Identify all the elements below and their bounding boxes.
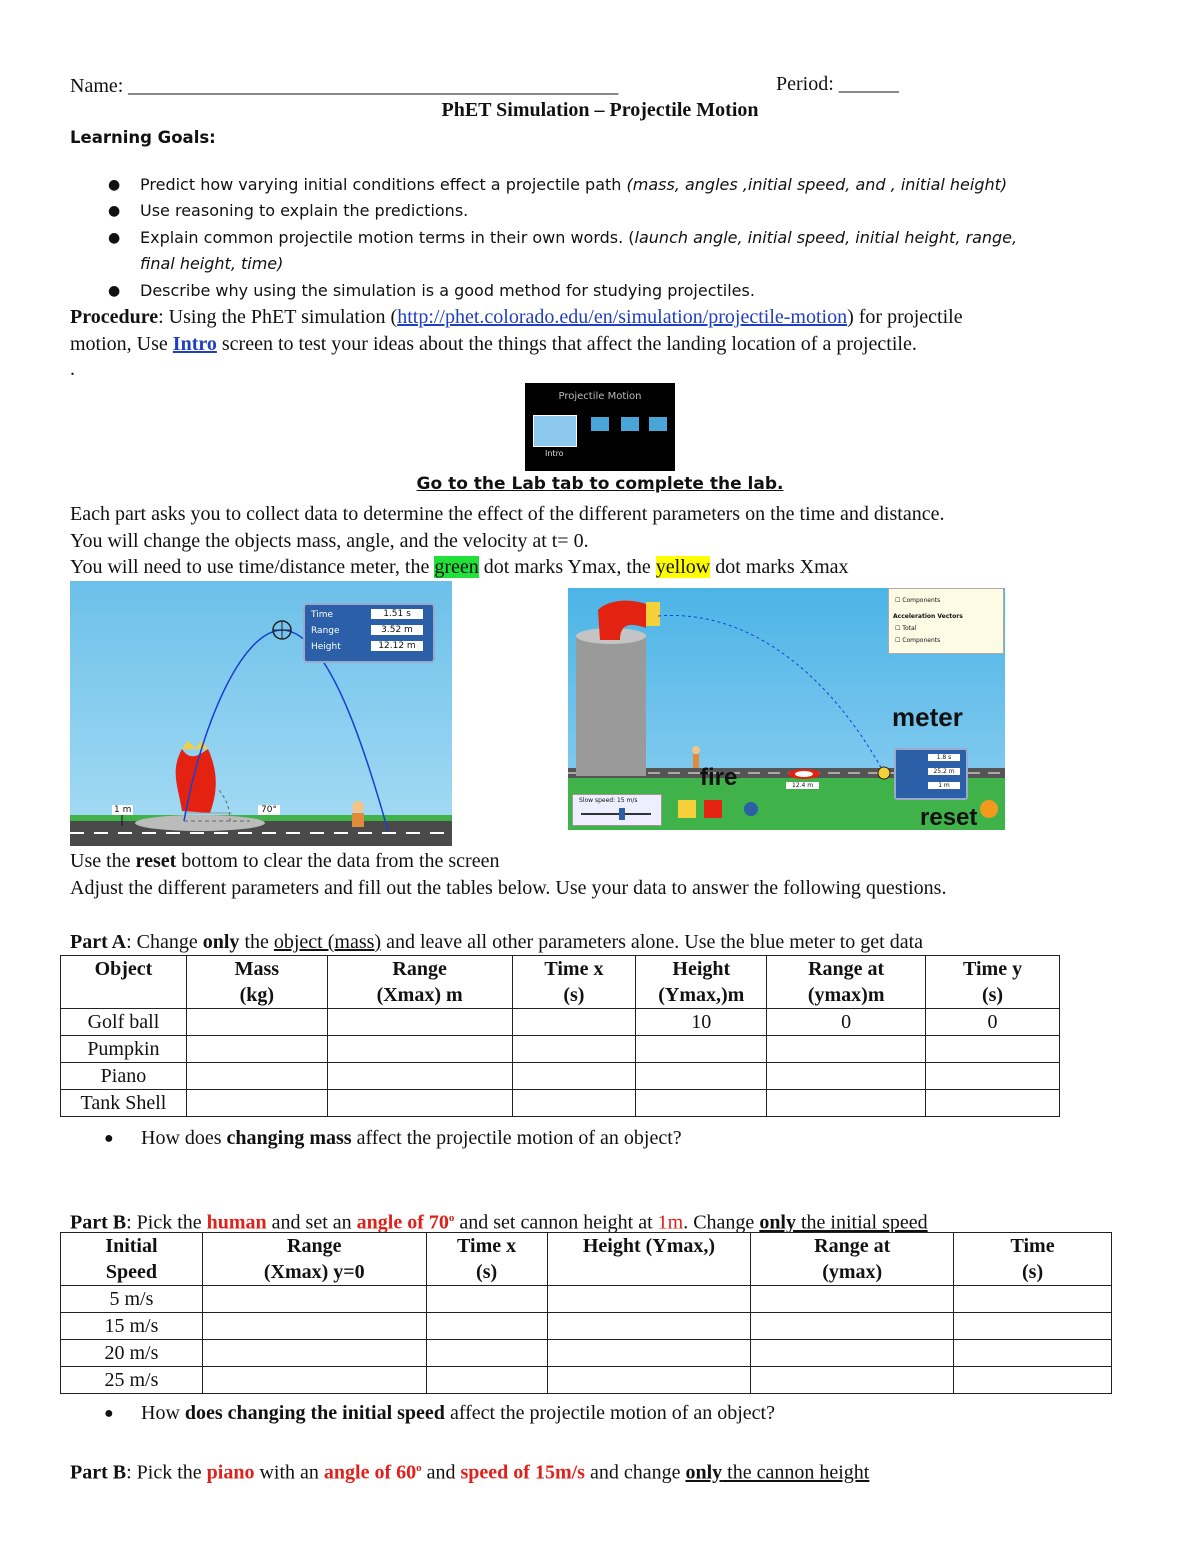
cell-input[interactable] xyxy=(954,1313,1112,1340)
meter-range-value: 3.52 m xyxy=(371,625,423,635)
cell-speed: 25 m/s xyxy=(61,1367,203,1394)
components-option[interactable]: ☐ Components xyxy=(895,637,941,644)
cell-input[interactable] xyxy=(426,1286,547,1313)
meter-time-value: 1.51 s xyxy=(371,609,423,619)
total-option[interactable]: ☐ Total xyxy=(895,625,917,632)
cell-input[interactable] xyxy=(186,1063,327,1090)
part-a-instruction: Part A: Change only the object (mass) and leave all other parameters alone. Use the blue meter to get data xyxy=(70,931,924,953)
cell-speed: 15 m/s xyxy=(61,1313,203,1340)
cell-input[interactable] xyxy=(926,1036,1060,1063)
phet-link[interactable]: http://phet.colorado.edu/en/simulation/projectile-motion xyxy=(397,306,848,328)
cell-input[interactable] xyxy=(426,1340,547,1367)
intro-screen-icon xyxy=(533,415,577,447)
cell-input[interactable] xyxy=(547,1340,751,1367)
procedure-line-2: motion, Use Intro screen to test your ideas about the things that affect the landing location of a projectile. xyxy=(70,333,917,355)
goal-item: ● Explain common projectile motion terms in their own words. (launch angle, initial speed, initial height, range, xyxy=(108,228,1018,247)
cell-input[interactable] xyxy=(202,1367,426,1394)
cell-input[interactable] xyxy=(954,1286,1112,1313)
components-option[interactable]: ☐ Components xyxy=(895,597,941,604)
go-to-lab: Go to the Lab tab to complete the lab. xyxy=(416,474,784,494)
meter-height-label: Height xyxy=(311,642,341,652)
meter-time-label: Time xyxy=(311,610,334,620)
cell-input[interactable]: 0 xyxy=(926,1009,1060,1036)
name-field[interactable]: Name: _________________________________________________ xyxy=(70,75,619,97)
angle-marker: 70° xyxy=(258,805,280,815)
col-mass: Mass (kg) xyxy=(186,956,327,1009)
screen-icon xyxy=(621,417,639,431)
lab-meter-height: 1 m xyxy=(928,782,960,789)
goal-item: ● Predict how varying initial conditions effect a projectile path (mass, angles ,initial speed, and , initial height) xyxy=(108,175,1008,194)
cell-input[interactable] xyxy=(767,1090,926,1117)
cell-input[interactable] xyxy=(636,1063,767,1090)
screen-icon xyxy=(591,417,609,431)
col-range-at-ymax: Range at (ymax)m xyxy=(767,956,926,1009)
cell-input[interactable] xyxy=(547,1367,751,1394)
cell-speed: 20 m/s xyxy=(61,1340,203,1367)
distance-label: 12.4 m xyxy=(786,782,819,789)
reset-icon[interactable] xyxy=(980,800,998,818)
cell-input[interactable] xyxy=(202,1313,426,1340)
lab-paragraph-2: You will change the objects mass, angle, and the velocity at t= 0. xyxy=(70,530,589,552)
lab-meter-time: 1.8 s xyxy=(928,754,960,761)
time-distance-meter[interactable] xyxy=(303,603,435,663)
cell-input[interactable] xyxy=(512,1063,636,1090)
cell-input[interactable] xyxy=(636,1090,767,1117)
cell-object: Piano xyxy=(61,1063,187,1090)
part-a-table xyxy=(60,955,1060,1117)
simulation-screenshot-intro xyxy=(70,581,452,846)
col-height: Height (Ymax,) xyxy=(547,1233,751,1286)
cell-input[interactable] xyxy=(512,1009,636,1036)
learning-goals-heading: Learning Goals: xyxy=(70,128,216,147)
vectors-panel[interactable] xyxy=(888,588,1004,654)
cell-input[interactable]: 0 xyxy=(767,1009,926,1036)
reset-instruction: Use the reset bottom to clear the data from the screen xyxy=(70,850,500,872)
col-time-x: Time x (s) xyxy=(426,1233,547,1286)
meter-height-value: 12.12 m xyxy=(371,641,423,651)
procedure-dot: . xyxy=(70,358,75,380)
intro-link[interactable]: Intro xyxy=(172,333,217,355)
lab-paragraph-1: Each part asks you to collect data to determine the effect of the different parameters on the time and distance. xyxy=(70,503,945,525)
cell-input[interactable] xyxy=(186,1090,327,1117)
cell-speed: 5 m/s xyxy=(61,1286,203,1313)
cell-input[interactable] xyxy=(767,1036,926,1063)
pause-icon[interactable] xyxy=(744,802,758,816)
cell-input[interactable] xyxy=(751,1286,954,1313)
cell-input[interactable] xyxy=(547,1313,751,1340)
speed-label: Slow speed: 15 m/s xyxy=(579,797,638,804)
col-height: Height (Ymax,)m xyxy=(636,956,767,1009)
part-b-table xyxy=(60,1232,1112,1394)
cell-input[interactable] xyxy=(636,1036,767,1063)
col-object: Object xyxy=(61,956,187,1009)
goal-item-continued: final height, time) xyxy=(140,254,284,273)
lab-time-distance-meter[interactable] xyxy=(894,748,968,800)
speed-slider-thumb[interactable] xyxy=(619,808,625,820)
page-title: PhET Simulation – Projectile Motion xyxy=(441,99,759,121)
cell-object: Pumpkin xyxy=(61,1036,187,1063)
col-time: Time (s) xyxy=(954,1233,1112,1286)
table-row xyxy=(61,1313,1112,1340)
reset-annotation: reset xyxy=(920,804,978,830)
procedure-line-1: Procedure: Using the PhET simulation (http://phet.colorado.edu/en/simulation/projectile-motion) for projectile xyxy=(70,306,963,328)
cell-input[interactable] xyxy=(512,1036,636,1063)
part-a-header-row xyxy=(61,956,1060,1009)
intro-tab-label: Intro xyxy=(545,449,564,458)
cell-input[interactable] xyxy=(327,1036,512,1063)
cell-input[interactable] xyxy=(954,1340,1112,1367)
simulation-screenshot-lab xyxy=(568,588,1005,830)
cell-input[interactable] xyxy=(512,1090,636,1117)
table-row xyxy=(61,1063,1060,1090)
thumbnail-title: Projectile Motion xyxy=(558,391,642,402)
cell-input[interactable] xyxy=(547,1286,751,1313)
table-row xyxy=(61,1090,1060,1117)
table-row xyxy=(61,1286,1112,1313)
screen-icon xyxy=(649,417,667,431)
part-b-instruction: Part B: Pick the human and set an angle of 70$^o$ and set cannon height at 1m. Change only the initial speed xyxy=(70,1211,928,1234)
speed-slider-panel[interactable] xyxy=(572,794,662,826)
cell-input[interactable] xyxy=(751,1340,954,1367)
meter-range-label: Range xyxy=(311,626,340,636)
cell-input[interactable] xyxy=(186,1036,327,1063)
acceleration-vectors-heading: Acceleration Vectors xyxy=(893,613,963,620)
cell-input[interactable] xyxy=(426,1367,547,1394)
erase-button[interactable] xyxy=(678,800,696,818)
table-row xyxy=(61,1340,1112,1367)
cell-object: Tank Shell xyxy=(61,1090,187,1117)
part-b-header-row xyxy=(61,1233,1112,1286)
lab-meter-range: 25.2 m xyxy=(928,768,960,775)
cell-input[interactable] xyxy=(926,1090,1060,1117)
lab-paragraph-3: You will need to use time/distance meter, the green dot marks Ymax, the yellow dot marks Xmax xyxy=(70,556,849,578)
col-range-at-ymax: Range at (ymax) xyxy=(751,1233,954,1286)
cell-input[interactable] xyxy=(751,1313,954,1340)
cell-input[interactable] xyxy=(327,1063,512,1090)
col-range: Range (Xmax) m xyxy=(327,956,512,1009)
cell-input[interactable]: 10 xyxy=(636,1009,767,1036)
part-b2-instruction: Part B: Pick the piano with an angle of 60$^o$ and speed of 15m/s and change only the cannon height xyxy=(70,1461,870,1484)
col-range: Range (Xmax) y=0 xyxy=(202,1233,426,1286)
adjust-instruction: Adjust the different parameters and fill out the tables below. Use your data to answer the following questions. xyxy=(70,877,947,899)
cell-input[interactable] xyxy=(926,1063,1060,1090)
cell-input[interactable] xyxy=(751,1367,954,1394)
table-row xyxy=(61,1009,1060,1036)
goal-item: ● Use reasoning to explain the predictions. xyxy=(108,201,469,220)
cell-input[interactable] xyxy=(426,1313,547,1340)
cell-input[interactable] xyxy=(202,1286,426,1313)
cell-input[interactable] xyxy=(327,1090,512,1117)
table-row xyxy=(61,1367,1112,1394)
table-row xyxy=(61,1036,1060,1063)
fire-button[interactable] xyxy=(704,800,722,818)
period-field[interactable]: Period: ______ xyxy=(776,73,899,95)
goal-item: ● Describe why using the simulation is a good method for studying projectiles. xyxy=(108,281,755,300)
phet-start-screen-thumbnail xyxy=(525,383,675,471)
cell-input[interactable] xyxy=(327,1009,512,1036)
cell-input[interactable] xyxy=(186,1009,327,1036)
col-initial-speed: Initial Speed xyxy=(61,1233,203,1286)
col-time-y: Time y (s) xyxy=(926,956,1060,1009)
cannon-height-marker: 1 m xyxy=(114,805,132,815)
col-time-x: Time x (s) xyxy=(512,956,636,1009)
cell-object: Golf ball xyxy=(61,1009,187,1036)
meter-annotation: meter xyxy=(892,702,963,732)
cell-input[interactable] xyxy=(202,1340,426,1367)
cell-input[interactable] xyxy=(954,1367,1112,1394)
fire-annotation: fire xyxy=(700,764,738,791)
cell-input[interactable] xyxy=(767,1063,926,1090)
